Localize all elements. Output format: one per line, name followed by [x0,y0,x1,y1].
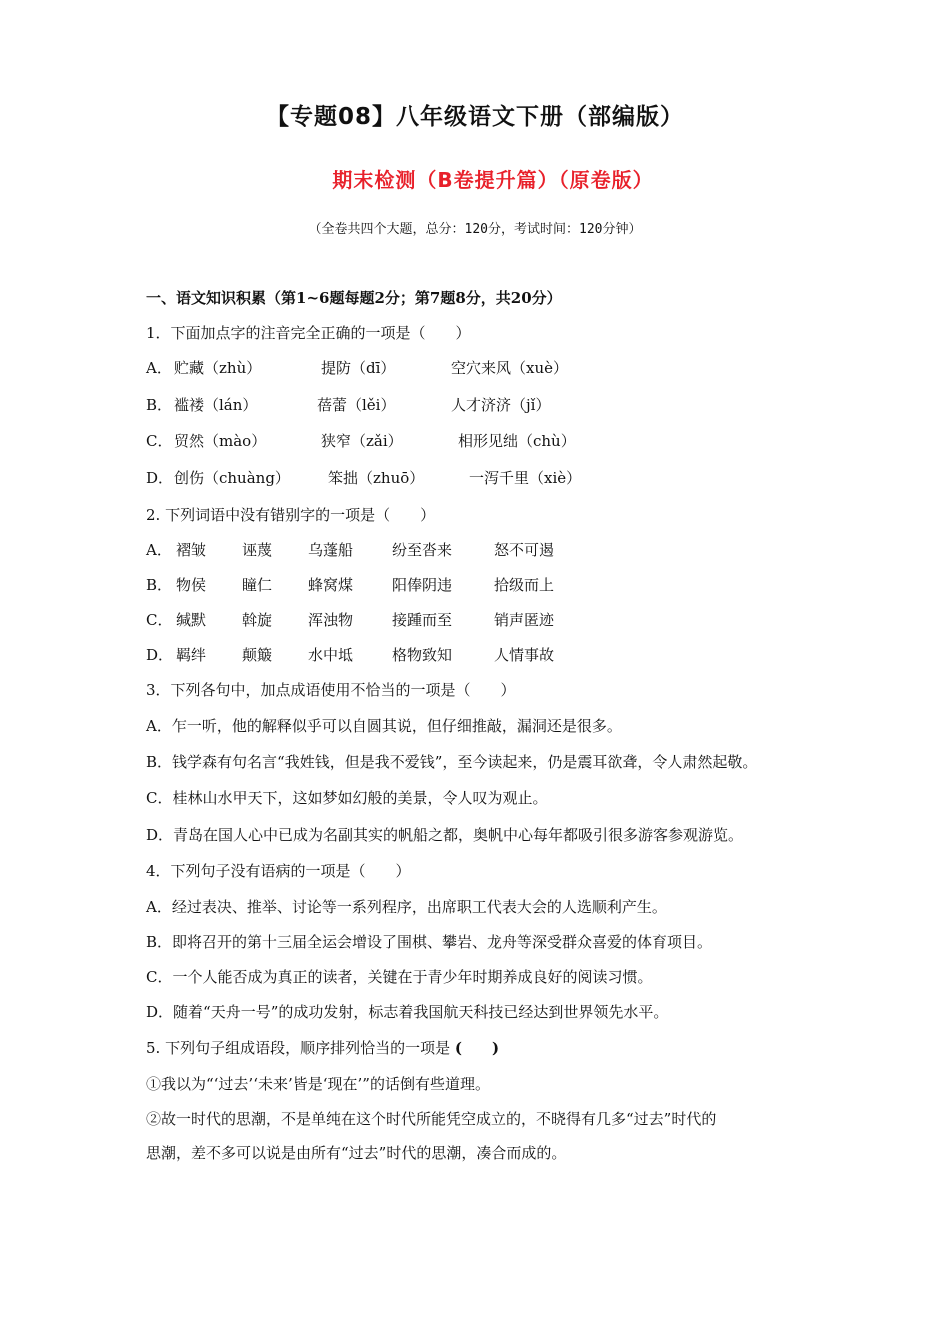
q5-sentence-2: ②故一时代的思潮，不是单纯在这个时代所能凭空成立的，不晓得有几多“过去”时代的 [146,1110,717,1128]
document-page: 【专题08】八年级语文下册（部编版） 期末检测（B卷提升篇）（原卷版） （全卷共四个大题，总分：120分，考试时间：120分钟） 一、语文知识积累（第1~6题每题2分；第7题8分，共20分） 1．下面加点字的注音完全正确的一项是（ ） A． 贮藏（zhù） 提防（dī） 空穴来风（xuè） B． 褴褛（lán） 蓓蕾（lěi） 人才济济（jǐ） C． 贸然（mào） 狭窄（zǎi） 相形见绌（chù） D． 创伤（chuàng） 笨拙（zhuō） 一泻千里（xiè） 2. 下列词语中没有错别字的一项是（ ） A． 褶皱 诬蔑 乌蓬船 纷至沓来 怒不可遏 B． 物侯 瞳仁 蜂窝煤 阳俸阴违 拾级而上 C． 缄默 斡旋 浑浊物 接踵而至 销声匿迹 D． 羁绊 颠簸 水中坻 格物致知 人情事故 3．下列各句中，加点成语使用不恰当的一项是（ ） A．乍一听，他的解释似乎可以自圆其说，但仔细推敲，漏洞还是很多。 B．钱学森有句名言“我姓钱，但是我不爱钱”，至今读起来，仍是震耳欲聋，令人肃然起敬。 C．桂林山水甲天下，这如梦如幻般的美景，令人叹为观止。 D．青岛在国人心中已成为名副其实的帆船之都，奥帆中心每年都吸引很多游客参观游览。 4．下列句子没有语病的一项是（ ） A．经过表决、推举、讨论等一系列程序，出席职工代表大会的人选顺利产生。 B．即将召开的第十三届全运会增设了围棋、攀岩、龙舟等深受群众喜爱的体育项目。 C．一个人能否成为真正的读者，关键在于青少年时期养成良好的阅读习惯。 D．随着“天舟一号”的成功发射，标志着我国航天科技已经达到世界领先水平。 5. 下列句子组成语段，顺序排列恰当的一项是 ( ) ①我以为“‘过去’‘未来’皆是‘现在’”的话倒有些道理。 ②故一时代的思潮，不是单纯在这个时代所能凭空成立的，不晓得有几多“过去”时代的 思潮，差不多可以说是由所有“过去”时代的思潮，凑合而成的。 [0,0,950,1344]
exam-info: （全卷共四个大题，总分：120分，考试时间：120分钟） [308,222,642,237]
section-heading: 一、语文知识积累（第1~6题每题2分；第7题8分，共20分） [146,289,562,307]
q3-option-a[interactable]: A．乍一听，他的解释似乎可以自圆其说，但仔细推敲，漏洞还是很多。 [146,717,622,735]
question-4-stem: 4．下列句子没有语病的一项是（ ） [146,862,411,880]
question-3-stem: 3．下列各句中，加点成语使用不恰当的一项是（ ） [146,681,516,699]
question-5-stem [146,1037,499,1058]
q4-option-b[interactable]: B．即将召开的第十三届全运会增设了围棋、攀岩、龙舟等深受群众喜爱的体育项目。 [146,933,713,951]
answer-paren: ( ) [454,1039,500,1057]
q3-option-b[interactable]: B．钱学森有句名言“我姓钱，但是我不爱钱”，至今读起来，仍是震耳欲聋，令人肃然起敬。 [146,753,758,771]
q3-option-d[interactable]: D．青岛在国人心中已成为名副其实的帆船之都，奥帆中心每年都吸引很多游客参观游览。 [146,826,744,844]
q5-sentence-2-cont: 思潮，差不多可以说是由所有“过去”时代的思潮，凑合而成的。 [146,1144,567,1162]
q4-option-a[interactable]: A．经过表决、推举、讨论等一系列程序，出席职工代表大会的人选顺利产生。 [146,898,667,916]
q4-option-d[interactable]: D．随着“天舟一号”的成功发射，标志着我国航天科技已经达到世界领先水平。 [146,1003,669,1021]
q3-option-c[interactable]: C．桂林山水甲天下，这如梦如幻般的美景，令人叹为观止。 [146,789,548,807]
document-subtitle: 期末检测（B卷提升篇）（原卷版） [332,168,654,192]
q5-sentence-1: ①我以为“‘过去’‘未来’皆是‘现在’”的话倒有些道理。 [146,1075,490,1093]
document-title: 【专题08】八年级语文下册（部编版） [265,104,684,130]
question-5-text: 5. 下列句子组成语段，顺序排列恰当的一项是 [146,1039,451,1057]
q4-option-c[interactable]: C．一个人能否成为真正的读者，关键在于青少年时期养成良好的阅读习惯。 [146,968,653,986]
question-1-stem: 1．下面加点字的注音完全正确的一项是（ ） [146,324,471,342]
question-2-stem: 2. 下列词语中没有错别字的一项是（ ） [146,506,436,524]
